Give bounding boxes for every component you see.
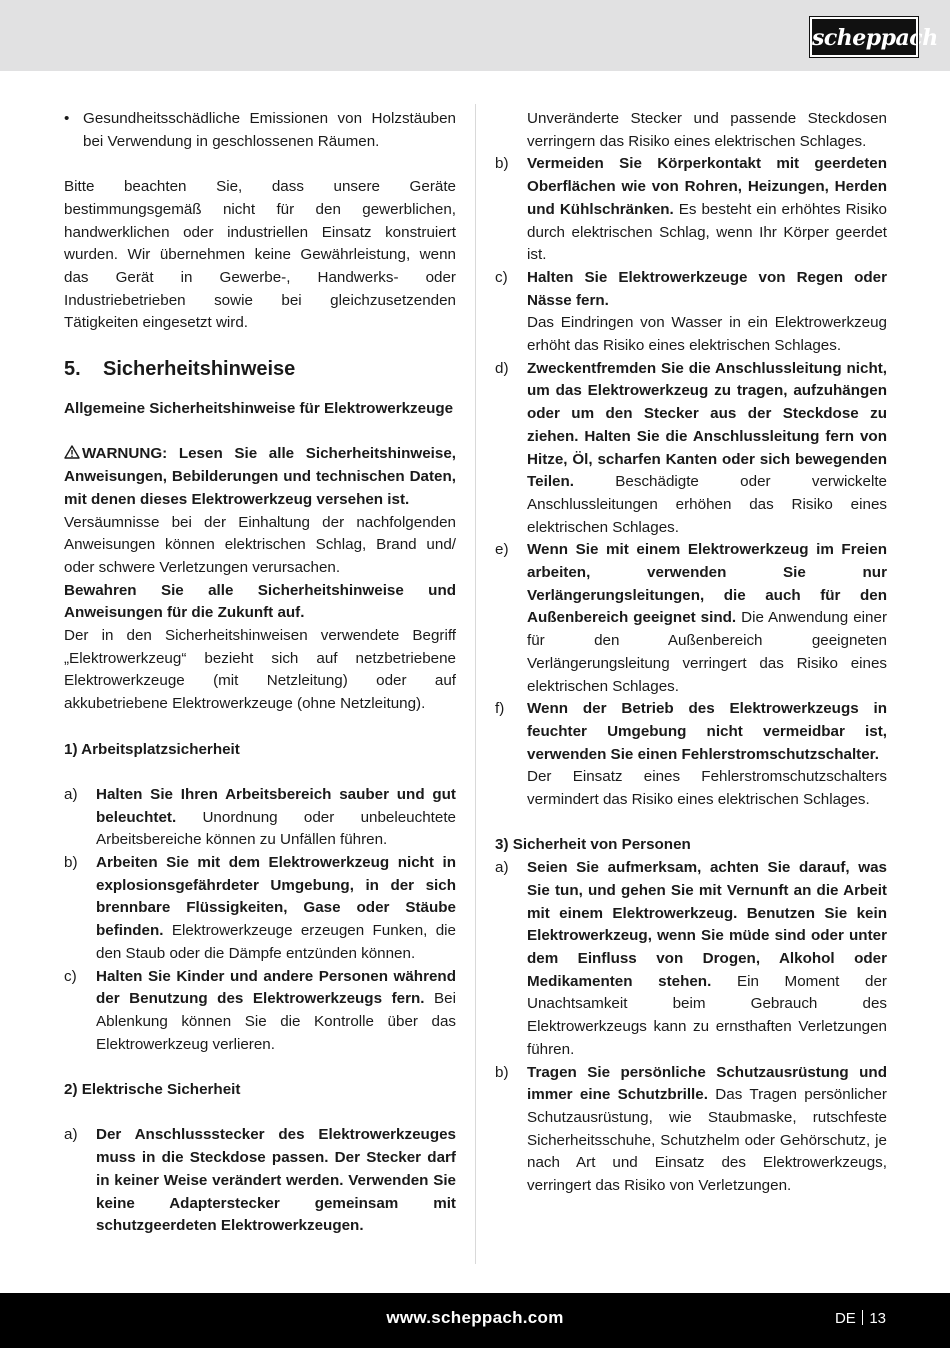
item-bold: Der Anschlussstecker des Elektrowerkzeuges muss in die Steckdose passen. Der Stecker darf in keiner Weise verändert werden. Verwenden Sie keine Adapterstecker gemeinsam mit schutzgeerdeten Elektrowerkzeugen.: [96, 1126, 456, 1235]
warning-icon: [64, 445, 80, 459]
workplace-heading: 1) Arbeitsplatzsicherheit: [64, 740, 240, 758]
item-mark: d): [495, 359, 509, 377]
item-text: Das Tragen persönlicher Schutzausrüstung, wie Staubmaske, rutschfeste Sicherheitsschuhe, Schutzhelm oder Gehörschutz, je nach Art und Einsatz des Elektrowerkzeugs, verringert das Risiko von Verletzungen.: [527, 1086, 887, 1195]
item-bold: Arbeiten Sie mit dem Elektrowerkzeug nicht in explosionsgefährdeter Umgebung, in der sich brennbare Flüssigkeiten, Gase oder Stäube befinden.: [96, 854, 456, 940]
electrical-heading: 2) Elektrische Sicherheit: [64, 1081, 241, 1099]
item-text: Ein Moment der Unachtsamkeit beim Gebrauch des Elektrowerkzeugs kann zu ernsthaften Verletzungen führen.: [527, 972, 887, 1058]
header-bar: [0, 0, 950, 71]
keep-instructions: Bewahren Sie alle Sicherheitshinweise und Anweisungen für die Zukunft auf.: [64, 581, 456, 622]
item-text: Elektrowerkzeuge erzeugen Funken, die den Staub oder die Dämpfe entzünden können.: [96, 922, 456, 962]
item-text: Bei Ablenkung können Sie die Kontrolle über das Elektrowerkzeug verlieren.: [96, 990, 456, 1053]
item-bold: Seien Sie aufmerksam, achten Sie darauf, was Sie tun, und gehen Sie mit Vernunft an die Arbeit mit einem Elektrowerkzeug. Benutzen Sie kein Elektrowerkzeug, wenn Sie müde sind oder unter dem Einfluss von Drogen, Alkohol oder Medikamenten stehen.: [527, 859, 887, 990]
item-text: Unordnung oder unbeleuchtete Arbeitsbereiche können zu Unfällen führen.: [96, 808, 456, 849]
item-mark: f): [495, 700, 505, 718]
language-code: DE: [834, 1310, 856, 1327]
intro-paragraph: Bitte beachten Sie, dass unsere Geräte bestimmungsgemäß nicht für den gewerblichen, handwerklichen oder industriellen Einsatz konstruiert wurden. Wir übernehmen keine Gewährleistung, wenn das Gerät in Gewerbe-, Handwerks- oder Industriebetrieben sowie bei gleichzusetzenden Tätigkeiten eingesetzt wird.: [64, 178, 456, 332]
list-item: [495, 267, 887, 358]
item-mark: b): [495, 155, 509, 173]
item-text: Beschädigte oder verwickelte Anschlussleitungen erhöhen das Risiko eines elektrischen Schlages.: [527, 473, 887, 536]
list-item: [495, 698, 887, 812]
list-item: [64, 966, 456, 1057]
list-item: [495, 539, 887, 698]
subheading: Allgemeine Sicherheitshinweise für Elektrowerkzeuge: [64, 400, 454, 418]
website-link[interactable]: www.scheppach.com: [386, 1308, 564, 1327]
section-number: 5.: [64, 358, 81, 381]
item-bold: Wenn der Betrieb des Elektrowerkzeugs in feuchter Umgebung nicht vermeidbar ist, verwenden Sie einen Fehlerstromschutzschalter.: [527, 700, 887, 763]
list-item: [64, 108, 456, 153]
bullet-mark: •: [64, 110, 70, 127]
list-item: [495, 1062, 887, 1198]
item-bold: Tragen Sie persönliche Schutzausrüstung und immer eine Schutzbrille.: [527, 1063, 887, 1104]
column-divider: [475, 104, 476, 1264]
item-mark: a): [64, 785, 78, 803]
item-text: Es besteht ein erhöhtes Risiko durch elektrischen Schlag, wenn Ihr Körper geerdet ist.: [527, 200, 887, 264]
item-text: Der Einsatz eines Fehlerstromschutzschalters vermindert das Risiko eines elektrischen Schlages.: [527, 768, 887, 809]
list-item: [495, 153, 887, 267]
section-heading: [64, 356, 456, 382]
item-mark: a): [64, 1126, 78, 1144]
warning-paragraph: [64, 443, 456, 511]
list-item: [64, 784, 456, 852]
left-column: [64, 108, 456, 1238]
item-bold: Vermeiden Sie Körperkontakt mit geerdeten Oberflächen wie von Rohren, Heizungen, Herden und Kühlschränken.: [527, 155, 887, 218]
list-item: [495, 857, 887, 1061]
item-bold: Zweckentfremden Sie die Anschlussleitung nicht, um das Elektrowerkzeug zu tragen, aufzuhängen oder um den Stecker aus der Steckdose zu ziehen. Halten Sie die Anschlussleitung fern von Hitze, Öl, scharfen Kanten oder sich bewegenden Teilen.: [527, 359, 887, 491]
item-mark: c): [64, 967, 77, 985]
term-definition: Der in den Sicherheitshinweisen verwendete Begriff „Elektrowerkzeug“ bezieht sich auf netzbetriebene Elektrowerkzeuge (mit Netzleitung) oder auf akkubetriebene Elektrowerkzeuge (ohne Netzleitung).: [64, 627, 456, 713]
list-item: [495, 358, 887, 540]
bullet-text: Gesundheitsschädliche Emissionen von Holzstäuben bei Verwendung in geschlossenen Räumen.: [83, 110, 456, 150]
list-item: [64, 1124, 456, 1238]
item-mark: a): [495, 859, 509, 877]
item-mark: b): [64, 854, 78, 872]
warning-bold: WARNUNG: Lesen Sie alle Sicherheitshinweise, Anweisungen, Bebilderungen und technischen Daten, mit denen dieses Elektrowerkzeug versehen ist.: [64, 445, 456, 508]
section-title: Sicherheitshinweise: [103, 358, 296, 381]
item-bold: Halten Sie Elektrowerkzeuge von Regen oder Nässe fern.: [527, 268, 887, 309]
warning-text: Versäumnisse bei der Einhaltung der nachfolgenden Anweisungen können elektrischen Schlag, Brand und/ oder schwere Verletzungen verursachen.: [64, 513, 456, 576]
item-text: Das Eindringen von Wasser in ein Elektrowerkzeug erhöht das Risiko eines elektrischen Schlages.: [527, 314, 887, 355]
continuation-text: Unveränderte Stecker und passende Steckdosen verringern das Risiko eines elektrischen Schlages.: [527, 110, 887, 150]
page-number: 13: [869, 1310, 886, 1327]
scheppach-logo: scheppach: [810, 17, 918, 57]
item-text: Die Anwendung einer für den Außenbereich geeigneten Verlängerungsleitung verringert das Risiko eines elektrischen Schlages.: [527, 609, 887, 695]
item-mark: b): [495, 1063, 509, 1081]
personal-heading: 3) Sicherheit von Personen: [495, 836, 691, 854]
item-bold: Halten Sie Ihren Arbeitsbereich sauber und gut beleuchtet.: [96, 785, 456, 826]
list-item: [64, 852, 456, 966]
page-separator: [862, 1310, 864, 1325]
item-mark: e): [495, 541, 509, 559]
footer-bar: [0, 1293, 950, 1348]
page-indicator: [835, 1310, 886, 1327]
item-bold: Halten Sie Kinder und andere Personen während der Benutzung des Elektrowerkzeugs fern.: [96, 967, 456, 1008]
item-bold: Wenn Sie mit einem Elektrowerkzeug im Freien arbeiten, verwenden Sie nur Verlängerungsleitungen, die auch für den Außenbereich geeignet sind.: [527, 541, 887, 627]
item-mark: c): [495, 268, 508, 286]
right-column: [495, 108, 887, 1198]
